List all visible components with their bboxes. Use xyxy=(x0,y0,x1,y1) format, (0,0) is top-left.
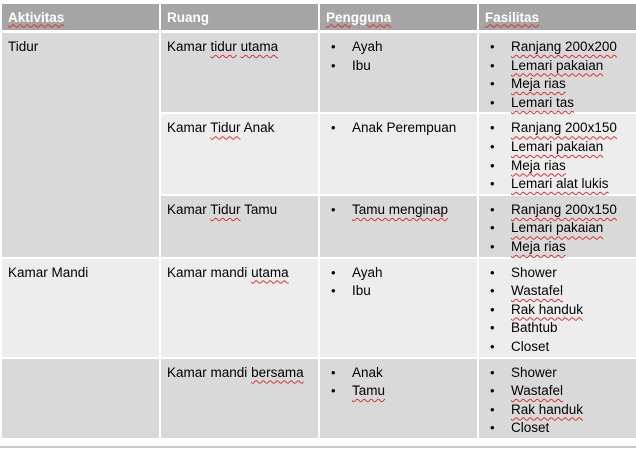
user-label: Tamu xyxy=(352,383,386,399)
header-facilities xyxy=(479,4,636,33)
room-label: Kamar tidur utama xyxy=(167,39,279,54)
users-list xyxy=(326,201,473,220)
room-cell xyxy=(161,259,320,359)
facilities-cell xyxy=(479,196,636,259)
users-list xyxy=(326,264,473,301)
list-item xyxy=(485,38,632,57)
facilities-cell xyxy=(479,114,636,195)
user-label: Anak Perempuan xyxy=(352,120,457,136)
facility-label: Wastafel xyxy=(511,283,564,299)
facility-label: Wastafel xyxy=(511,383,564,399)
header-row xyxy=(2,4,636,33)
facility-label: Lemari tas xyxy=(511,94,575,110)
room-label: Kamar mandi utama xyxy=(167,264,289,280)
header-activity xyxy=(2,4,161,33)
facilities-cell xyxy=(479,359,636,440)
table-row xyxy=(2,33,636,114)
list-item xyxy=(485,75,632,94)
facility-label: Lemari pakaian xyxy=(511,57,604,73)
facility-label: Ranjang 200x200 xyxy=(511,39,617,54)
list-item xyxy=(326,364,473,383)
list-item xyxy=(326,57,473,76)
list-item xyxy=(485,57,632,76)
users-cell xyxy=(320,196,479,259)
room-cell xyxy=(161,114,320,195)
room-cell xyxy=(161,359,320,440)
list-item xyxy=(485,94,632,113)
users-list xyxy=(326,38,473,75)
room-cell xyxy=(161,33,320,114)
activity-cell-empty xyxy=(2,359,161,440)
list-item xyxy=(485,157,632,176)
list-item xyxy=(485,219,632,238)
facility-label: Shower xyxy=(511,264,557,280)
facility-label: Lemari alat lukis xyxy=(511,176,609,192)
activity-cell-tidur xyxy=(2,33,161,259)
user-label: Anak xyxy=(352,364,383,380)
list-item xyxy=(485,382,632,401)
activity-label: Kamar Mandi xyxy=(8,264,89,280)
facility-label: Lemari pakaian xyxy=(511,138,604,154)
facility-label: Shower xyxy=(511,364,557,380)
facility-label: Meja rias xyxy=(511,238,566,254)
list-item xyxy=(485,119,632,138)
room-cell xyxy=(161,196,320,259)
facilities-cell xyxy=(479,259,636,359)
facilities-list xyxy=(485,38,632,112)
user-label: Tamu menginap xyxy=(352,201,449,217)
users-cell xyxy=(320,114,479,195)
list-item xyxy=(485,364,632,383)
facilities-list xyxy=(485,264,632,357)
header-activity-label: Aktivitas xyxy=(8,9,65,25)
facility-label: Meja rias xyxy=(511,157,566,173)
user-label: Ibu xyxy=(352,283,371,299)
facilities-list xyxy=(485,119,632,193)
room-label: Kamar mandi bersama xyxy=(167,364,304,380)
table-row xyxy=(2,359,636,440)
header-room xyxy=(161,4,320,33)
list-item xyxy=(485,319,632,338)
table-row xyxy=(2,259,636,359)
list-item xyxy=(326,382,473,401)
list-item xyxy=(326,282,473,301)
user-label: Ayah xyxy=(352,39,383,54)
facility-label: Rak handuk xyxy=(511,301,584,317)
list-item xyxy=(485,419,632,438)
header-room-label: Ruang xyxy=(167,9,209,25)
facility-label: Ranjang 200x150 xyxy=(511,201,617,217)
list-item xyxy=(485,301,632,320)
facility-table xyxy=(2,4,636,440)
facility-label: Rak handuk xyxy=(511,401,584,417)
list-item xyxy=(485,264,632,283)
activity-cell-kamar-mandi xyxy=(2,259,161,359)
room-label: Kamar Tidur Anak xyxy=(167,120,275,136)
facility-label: Closet xyxy=(511,420,550,436)
facilities-list xyxy=(485,201,632,257)
users-cell xyxy=(320,33,479,114)
users-list xyxy=(326,119,473,138)
activity-label: Tidur xyxy=(8,39,39,54)
list-item xyxy=(485,138,632,157)
list-item xyxy=(485,338,632,357)
users-list xyxy=(326,364,473,401)
user-label: Ibu xyxy=(352,57,371,73)
list-item xyxy=(485,401,632,420)
user-label: Ayah xyxy=(352,264,383,280)
list-item xyxy=(485,201,632,220)
header-users xyxy=(320,4,479,33)
header-facilities-label: Fasilitas xyxy=(485,9,540,25)
users-cell xyxy=(320,259,479,359)
list-item xyxy=(326,119,473,138)
facility-label: Bathtub xyxy=(511,320,558,336)
list-item xyxy=(326,201,473,220)
bottom-divider xyxy=(0,446,636,448)
facilities-list xyxy=(485,364,632,438)
list-item xyxy=(485,282,632,301)
facility-label: Meja rias xyxy=(511,76,566,92)
facilities-cell xyxy=(479,33,636,114)
facility-label: Lemari pakaian xyxy=(511,220,604,236)
list-item xyxy=(485,238,632,257)
list-item xyxy=(326,38,473,57)
room-label: Kamar Tidur Tamu xyxy=(167,201,278,217)
facility-label: Ranjang 200x150 xyxy=(511,120,617,136)
list-item xyxy=(326,264,473,283)
facility-label: Closet xyxy=(511,338,550,354)
users-cell xyxy=(320,359,479,440)
header-users-label: Pengguna xyxy=(326,9,392,25)
list-item xyxy=(485,175,632,194)
